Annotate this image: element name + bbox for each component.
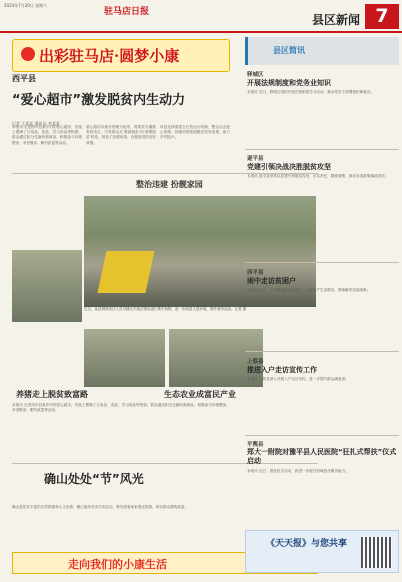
footer-text: 走向我们的小康生活 xyxy=(68,558,167,571)
news-text: 本报讯 近日，帮扶仪式启动，将进一步提升县域医疗服务能力。 xyxy=(247,469,349,473)
banner-icon xyxy=(21,47,35,61)
county-label: 遂平县 xyxy=(247,156,264,162)
ad-title: 《天天报》与您共享 xyxy=(266,539,348,549)
article-text: 爱心超市以积分管理为纽带，将帮扶与激励有机结合，引导群众从‘要我脱贫’向‘我要脱贫’转变，营造了崇德向善、自强奋进的良好氛围。 xyxy=(86,125,156,145)
article-text: 本报讯 走进西平县某乡村的爱心超市，货架上摆满了日用品、食品、学习用品等物资。群众通过积分兑换所需商品，积极参与环境整治、孝老敬亲、勤劳致富等活动。 xyxy=(12,125,82,145)
right-news-column xyxy=(245,37,400,560)
news-photo xyxy=(84,329,165,387)
divider xyxy=(245,351,399,352)
news-title: 郑大一附院对豫平县人民医院“狂扎式帮扶”仪式启动 xyxy=(247,448,397,465)
county-label: 平舆县 xyxy=(247,442,264,448)
divider xyxy=(245,149,399,150)
bottom-article-text: 确山县依托丰富的自然资源和人文优势，精心组织各类节庆活动，吸引游客前来观光旅游，带动群众增收致富。 xyxy=(12,505,189,509)
bottom-headline: 确山处处“节”风光 xyxy=(44,472,144,486)
theme-banner xyxy=(12,39,230,72)
county-label: 西平县 xyxy=(247,270,264,276)
news-title: 开展法规制度和党务业知识 xyxy=(247,79,331,87)
article-text: 该县还探索建立长效运行机制，整合社会爱心资源，持续巩固拓展脱贫攻坚成果，助力乡村振兴。 xyxy=(160,125,230,140)
news-text: 本报讯 上蔡县深入开展入户走访宣传，进一步提升群众满意度。 xyxy=(247,377,349,381)
side-photo xyxy=(12,250,82,322)
photo-title: 整治违建 扮靓家园 xyxy=(136,180,203,189)
masthead xyxy=(0,0,402,33)
news-title: 雨中走访贫困户 xyxy=(247,277,296,285)
section-name: 县区新闻 xyxy=(312,13,361,27)
issue-date: 2024年7月20日 星期六 xyxy=(4,3,48,8)
photo-caption: 近日，某县城管执法人员对辖区内违法建设进行集中拆除，进一步改善人居环境，提升城市品质。记者 摄 xyxy=(84,307,247,311)
news-text: 本报讯 近日，干部冒雨走访贫困户，了解生产生活情况，帮助解决实际困难。 xyxy=(247,288,371,292)
right-header-text: 县区简讯 xyxy=(273,46,305,55)
newspaper-title: 驻马店日报 xyxy=(104,7,150,17)
article-headline: 生态农业成富民产业 xyxy=(164,390,236,399)
county-label: 上蔡县 xyxy=(247,359,264,365)
article-byline: 记者 王某某 通讯员 李某某 xyxy=(12,121,60,126)
article-text: 本报讯 走进西平县某乡村的爱心超市，货架上摆满了日用品、食品、学习用品等物资。群众通过积分兑换所需商品，积极参与环境整治、孝老敬亲、勤劳致富等活动。 xyxy=(12,403,230,413)
article-headline: 养猪走上脱贫致富路 xyxy=(16,390,88,399)
right-header xyxy=(245,37,399,65)
news-text: 本报讯 近日，驿城区组织开展法规制度学习活动，推动党员干部增强纪律意识。 xyxy=(247,90,374,94)
news-title: 党建引领决战决胜脱贫攻坚 xyxy=(247,163,331,171)
page-number: 7 xyxy=(365,4,399,29)
banner-text: 出彩驻马店·圆梦小康 xyxy=(39,47,180,65)
advertisement xyxy=(245,530,399,573)
divider xyxy=(245,262,399,263)
divider xyxy=(245,435,399,436)
qr-code-icon xyxy=(361,537,392,568)
article-kicker: 西平县 xyxy=(12,74,36,83)
news-text: 本报讯 遂平县坚持以党建引领脱贫攻坚，压实责任，精准施策，推动各项政策落地见效。 xyxy=(247,174,389,178)
article-headline: “爱心超市”激发脱贫内生动力 xyxy=(12,93,186,108)
news-title: 推进入户走访宣传工作 xyxy=(247,366,317,374)
county-label: 驿城区 xyxy=(247,72,264,78)
